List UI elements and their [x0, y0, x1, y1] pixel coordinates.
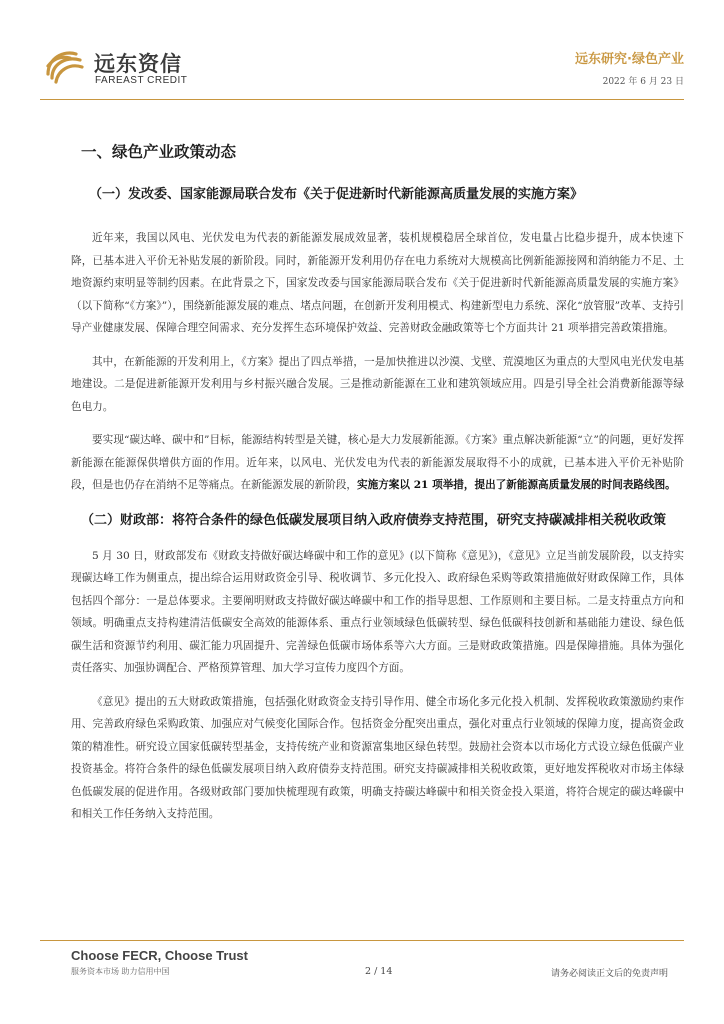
page-header — [0, 0, 724, 110]
footer-disclaimer: 请务必阅读正文后的免责声明 — [550, 969, 668, 979]
paragraph: 5 月 30 日，财政部发布《财政支持做好碳达峰碳中和工作的意见》(以下简称《意见》)，《意见》立足当前发展阶段，以支持实现碳达峰工作为侧重点，提出综合运用财政资金引导、税收调节、多元化投入、政府绿色采购等政策措施做好财政保障工作，具体包括四个部分：一是总体要求。主要阐明财政支持做好碳达峰碳中和工作的指导思想、工作原则和主要目标。二是支持重点方向和领域。明确重点支持构建清洁低碳安全高效的能源体系、重点行业领域绿色低碳转型、绿色低碳科技创新和基础能力建设、绿色低碳生活和资源节约利用、碳汇能力巩固提升、完善绿色低碳市场体系等六大方面。三是财政政策措施。四是保障措施。具体为强化责任落实、加强协调配合、严格预算管理、加大学习宣传力度四个方面。 — [71, 549, 684, 674]
paragraph-text: 要实现“碳达峰、碳中和”目标，能源结构转型是关键，核心是大力发展新能源。《方案》重点解决新能源“立”的问题，更好发挥新能源在能源保供增供方面的作用。近年来，以风电、光伏发电为代表的新能源发展取得不小的成就，已基本进入平价无补贴阶段，但是也仍存在消纳不足等痛点。在新能源发展的新阶段， — [71, 434, 684, 491]
brand-name-en: FAREAST CREDIT — [95, 75, 188, 86]
subsection-title-1: （一）发改委、国家能源局联合发布《关于促进新时代新能源高质量发展的实施方案》 — [89, 187, 584, 202]
footer-sub-slogan: 服务资本市场 助力信用中国 — [71, 967, 170, 976]
header-divider — [40, 99, 684, 100]
report-date: 2022 年 6 月 23 日 — [602, 77, 684, 87]
paragraph: 其中，在新能源的开发利用上，《方案》提出了四点举措，一是加快推进以沙漠、戈壁、荒漠地区为重点的大型风电光伏发电基地建设。二是促进新能源开发利用与乡村振兴融合发展。三是推动新能源在工业和建筑领域应用。四是引导全社会消费新能源等绿色电力。 — [71, 355, 684, 413]
subsection-title-2: （二）财政部：将符合条件的绿色低碳发展项目纳入政府债券支持范围，研究支持碳减排相关税收政策 — [81, 512, 667, 528]
paragraph-emphasis: 实施方案以 21 项举措，提出了新能源高质量发展的时间表路线图。 — [357, 479, 676, 491]
main-content — [71, 140, 684, 837]
fareast-credit-logo-icon — [42, 44, 86, 88]
brand-name-cn: 远东资信 — [94, 52, 182, 76]
paragraph: 近年来，我国以风电、光伏发电为代表的新能源发展成效显著，装机规模稳居全球首位，发电量占比稳步提升，成本快速下降，已基本进入平价无补贴发展的新阶段。同时，新能源开发利用仍存在电力系统对大规模高比例新能源接网和消纳能力不足、土地资源约束明显等制约因素。在此背景之下，国家发改委与国家能源局联合发布《关于促进新时代新能源高质量发展的实施方案》（以下简称“《方案》”），围绕新能源发展的难点、堵点问题，在创新开发利用模式、构建新型电力系统、深化“放管服”改革、支持引导产业健康发展、保障合理空间需求、充分发挥生态环境保护效益、完善财政金融政策等七个方面共计 21 项举措完善政策措施。 — [71, 232, 684, 334]
footer-slogan: Choose FECR, Choose Trust — [71, 948, 248, 963]
report-series: 远东研究·绿色产业 — [575, 52, 684, 67]
footer-divider — [40, 940, 684, 941]
page-number: 2 / 14 — [365, 966, 393, 977]
paragraph — [71, 429, 684, 497]
paragraph: 《意见》提出的五大财政政策措施，包括强化财政资金支持引导作用、健全市场化多元化投入机制、发挥税收政策激励约束作用、完善政府绿色采购政策、加强应对气候变化国际合作。包括资金分配突出重点，强化对重点行业领域的保障力度，提高资金政策的精准性。研究设立国家低碳转型基金，支持传统产业和资源富集地区绿色转型。鼓励社会资本以市场化方式设立绿色低碳产业投资基金。将符合条件的绿色低碳发展项目纳入政府债券支持范围。研究支持碳减排相关税收政策，更好地发挥税收对市场主体绿色低碳发展的促进作用。各级财政部门要加快梳理现有政策，明确支持碳达峰碳中和相关资金投入渠道，将符合规定的碳达峰碳中和相关工作任务纳入支持范围。 — [71, 695, 684, 820]
section-title: 一、绿色产业政策动态 — [81, 143, 237, 161]
